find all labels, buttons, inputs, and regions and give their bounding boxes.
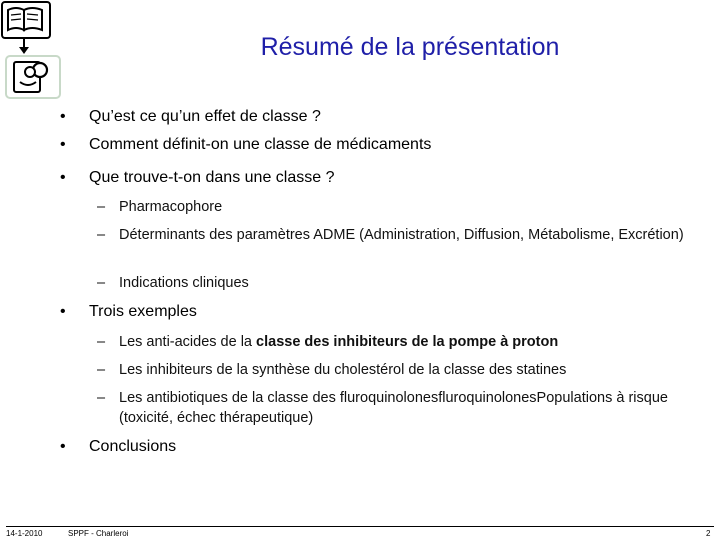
bullet: •: [60, 438, 66, 455]
footer-divider: [6, 526, 714, 527]
sub-item-text-plain: Les anti-acides de la: [119, 334, 257, 350]
dash: –: [97, 199, 106, 215]
dash: –: [97, 390, 106, 406]
bullet: •: [60, 108, 66, 125]
bullet: •: [60, 169, 66, 186]
sub-item-text: Les inhibiteurs de la synthèse du cholestérol de la classe des statines: [119, 362, 567, 378]
dash: –: [97, 227, 106, 243]
dash: –: [97, 275, 106, 291]
sub-item-text: [119, 332, 684, 352]
slide-title: Résumé de la présentation: [260, 33, 560, 61]
sub-item-text: Indications cliniques: [119, 275, 249, 291]
sub-item-text: Pharmacophore: [119, 199, 223, 215]
footer-date: 14-1-2010: [6, 529, 43, 538]
dash: –: [97, 334, 106, 350]
footer-organization: SPPF - Charleroi: [68, 529, 129, 538]
bullet: •: [60, 303, 66, 320]
sub-item-text: Les antibiotiques de la classe des fluroquinolonesfluroquinolonesPopulations à risque (toxicité, échec thérapeutique): [119, 390, 668, 426]
outline-item-text: Trois exemples: [89, 303, 197, 320]
page-number: 2: [706, 529, 711, 538]
outline-item-text: Conclusions: [89, 438, 177, 455]
outline-item-text: Comment définit-on une classe de médicaments: [89, 136, 432, 153]
sub-item-text-bold: classe des inhibiteurs de la pompe à proton: [256, 334, 559, 350]
dash: –: [97, 362, 106, 378]
outline-item-text: Que trouve-t-on dans une classe ?: [89, 169, 335, 186]
bullet: •: [60, 136, 66, 153]
sub-item-text: Déterminants des paramètres ADME (Administration, Diffusion, Métabolisme, Excrétion): [119, 227, 684, 243]
outline-item-text: Qu’est ce qu’un effet de classe ?: [89, 108, 321, 125]
